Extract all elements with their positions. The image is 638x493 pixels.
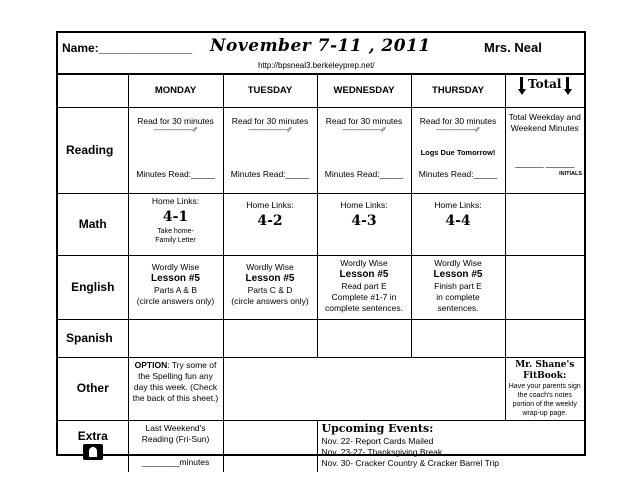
- reading-thursday: Read for 30 minutes ---------------------✐ Logs Due Tomorrow! Minutes Read:_____: [411, 107, 505, 193]
- subject-spanish: Spanish: [58, 319, 128, 357]
- math-monday: Home Links: 4-1 Take home- Family Letter: [128, 193, 223, 255]
- reading-monday: Read for 30 minutes ---------------------✐ Minutes Read:_____: [128, 107, 223, 193]
- subject-english: English: [58, 255, 128, 319]
- english-tuesday: Wordly Wise Lesson #5 Parts C & D (circle answers only): [223, 255, 317, 319]
- other-midweek: [223, 357, 505, 420]
- english-row: [58, 255, 584, 319]
- reading-wednesday: Read for 30 minutes ---------------------✐ Minutes Read:_____: [317, 107, 411, 193]
- fitbook-cell: Mr. Shane's FitBook: Have your parents sign the coach's notes portion of the weekly wrap-up page.: [505, 357, 584, 420]
- math-tuesday: Home Links: 4-2: [223, 193, 317, 255]
- subject-math: Math: [58, 193, 128, 255]
- english-total: [505, 255, 584, 319]
- extra-row: [58, 420, 584, 472]
- subject-reading: Reading: [58, 107, 128, 193]
- option-text: : Try some of the Spelling fun any day this week. (Check the back of this sheet.): [132, 359, 219, 403]
- reading-total: Total Weekday and Weekend Minutes ______ ______ INITIALS: [505, 107, 584, 193]
- teacher-name: Mrs. Neal: [484, 40, 542, 55]
- subject-other: Other: [58, 357, 128, 420]
- option-label: OPTION: [134, 359, 168, 370]
- col-monday: MONDAY: [128, 75, 223, 107]
- extra-tuesday: [223, 420, 317, 472]
- math-thursday: Home Links: 4-4: [411, 193, 505, 255]
- math-total: [505, 193, 584, 255]
- english-thursday: Wordly Wise Lesson #5 Finish part E in complete sentences.: [411, 255, 505, 319]
- spanish-row: [58, 319, 584, 357]
- name-field[interactable]: Name:______________: [62, 41, 193, 55]
- sheet-header: [58, 33, 584, 75]
- col-thursday: THURSDAY: [411, 75, 505, 107]
- corner-cell: [58, 75, 128, 107]
- reader-icon: [83, 444, 103, 460]
- other-monday: [128, 357, 223, 420]
- sheet-title: November 7-11 , 2011: [210, 36, 431, 56]
- homework-sheet: [56, 31, 586, 468]
- reading-row: [58, 107, 584, 193]
- other-row: [58, 357, 584, 420]
- event-item: Nov. 23-27- Thanksgiving Break: [321, 446, 443, 457]
- english-monday: Wordly Wise Lesson #5 Parts A & B (circle answers only): [128, 255, 223, 319]
- arrow-down-icon: [564, 77, 572, 95]
- homework-table: [58, 75, 584, 472]
- math-wednesday: Home Links: 4-3: [317, 193, 411, 255]
- english-wednesday: Wordly Wise Lesson #5 Read part E Complete #1-7 in complete sentences.: [317, 255, 411, 319]
- event-item: Nov. 30- Cracker Country & Cracker Barrel Trip: [321, 457, 499, 468]
- arrow-down-icon: [518, 77, 526, 95]
- col-tuesday: TUESDAY: [223, 75, 317, 107]
- math-row: [58, 193, 584, 255]
- col-wednesday: WEDNESDAY: [317, 75, 411, 107]
- upcoming-events: Upcoming Events: Nov. 22- Report Cards Mailed Nov. 23-27- Thanksgiving Break Nov. 30- Cracker Country & Cracker Barrel Trip: [317, 420, 584, 472]
- col-total: Total: [505, 75, 584, 107]
- event-item: Nov. 22- Report Cards Mailed: [321, 435, 434, 446]
- extra-monday: Last Weekend's Reading (Fri-Sun) ________minutes: [128, 420, 223, 472]
- website-link[interactable]: http://bpsneal3.berkeleyprep.net/: [258, 61, 375, 70]
- day-header-row: [58, 75, 584, 107]
- subject-extra: Extra: [58, 420, 128, 472]
- reading-tuesday: Read for 30 minutes ---------------------✐ Minutes Read:_____: [223, 107, 317, 193]
